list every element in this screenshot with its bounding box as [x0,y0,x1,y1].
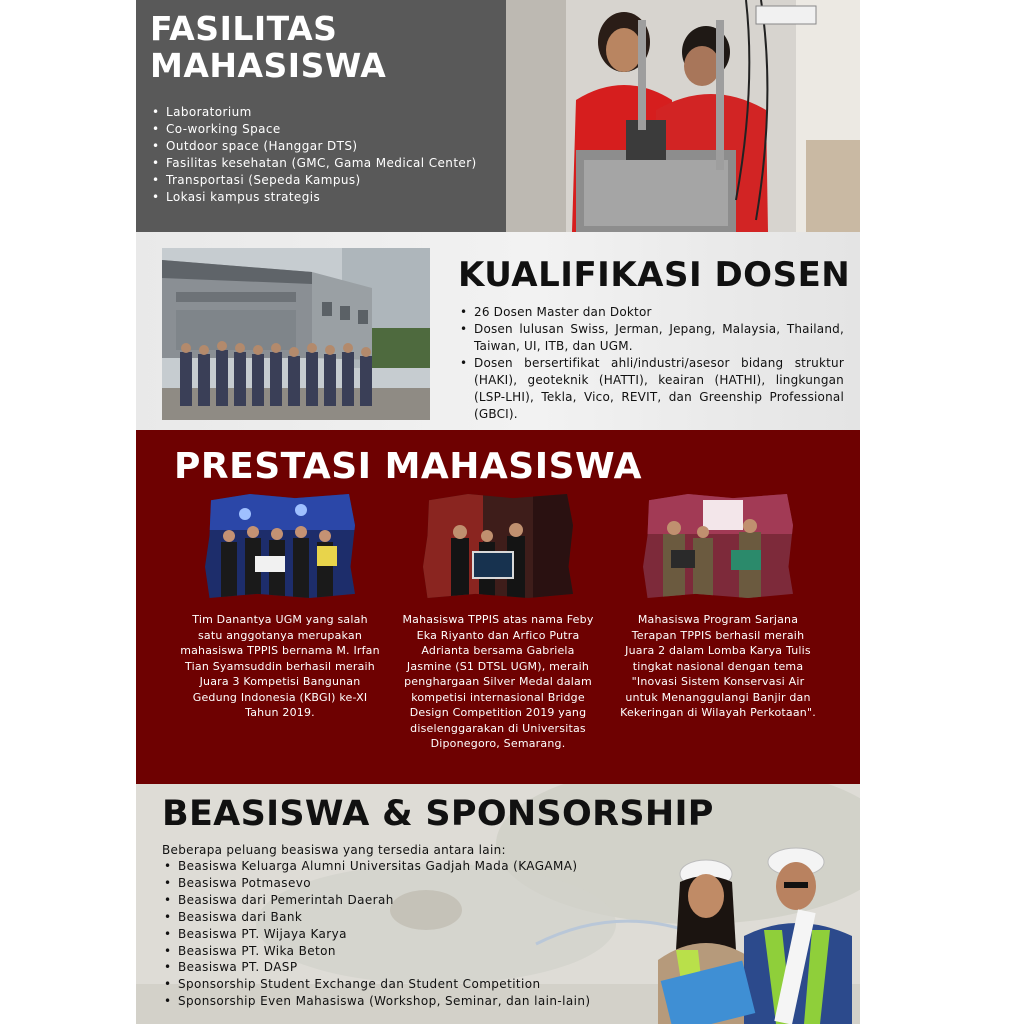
list-item: • Outdoor space (Hanggar DTS) [150,138,492,155]
achievement-card-3 [618,494,818,721]
kualifikasi-dosen-section [136,232,860,430]
achievement-text-3: Mahasiswa Program Sarjana Terapan TPPIS berhasil meraih Juara 2 dalam Lomba Karya Tulis tingkat nasional dengan tema "Inovasi Sistem Konservasi Air untuk Menanggulangi Banjir dan Kekeringan di Wilayah Perkotaan". [620,613,816,719]
achievement-photo-2 [423,494,573,598]
kualifikasi-dosen-list [458,304,844,423]
beasiswa-intro: Beberapa peluang beasiswa yang tersedia antara lain: [162,843,506,857]
list-item: • Fasilitas kesehatan (GMC, Gama Medical Center) [150,155,492,172]
list-item: • Beasiswa Keluarga Alumni Universitas Gadjah Mada (KAGAMA) [162,858,590,875]
beasiswa-title: BEASISWA & SPONSORSHIP [162,794,714,834]
fasilitas-title-line2: MAHASISWA [150,46,387,85]
students-with-helmets-photo [636,830,860,1024]
list-item: • 26 Dosen Master dan Doktor [458,304,844,321]
fasilitas-title-line1: FASILITAS [150,9,338,48]
fasilitas-list [150,104,492,206]
brochure-page [136,0,860,1024]
fasilitas-panel [136,0,506,232]
list-item: • Transportasi (Sepeda Kampus) [150,172,492,189]
lecturers-group-photo [162,248,430,420]
beasiswa-sponsorship-section [136,784,860,1024]
achievement-card-2 [398,494,598,752]
list-item: • Dosen bersertifikat ahli/industri/asesor bidang struktur (HAKI), geoteknik (HATTI), keairan (HATHI), lingkungan (LSP-LHI), Tekla, Vico, REVIT, dan Greenship Professional (GBCI). [458,355,844,423]
list-item: • Lokasi kampus strategis [150,189,492,206]
list-item: • Beasiswa PT. Wijaya Karya [162,926,590,943]
list-item: • Laboratorium [150,104,492,121]
list-item: • Dosen lulusan Swiss, Jerman, Jepang, Malaysia, Thailand, Taiwan, UI, ITB, dan UGM. [458,321,844,355]
prestasi-mahasiswa-title: PRESTASI MAHASISWA [174,446,642,487]
prestasi-mahasiswa-section [136,430,860,784]
kualifikasi-dosen-title: KUALIFIKASI DOSEN [458,255,851,295]
laboratory-photo [506,0,860,232]
list-item: • Beasiswa PT. DASP [162,959,590,976]
achievement-text-2: Mahasiswa TPPIS atas nama Feby Eka Riyanto dan Arfico Putra Adrianta bersama Gabriela Jasmine (S1 DTSL UGM), meraih penghargaan Silver Medal dalam kompetisi internasional Bridge Design Competition 2019 yang diselenggarakan di Universitas Diponegoro, Semarang. [402,613,594,750]
achievement-text-1: Tim Danantya UGM yang salah satu anggotanya merupakan mahasiswa TPPIS bernama M. Irfan Tian Syamsuddin berhasil meraih Juara 3 Kompetisi Bangunan Gedung Indonesia (KBGI) ke-XI Tahun 2019. [180,613,380,719]
list-item: • Beasiswa dari Pemerintah Daerah [162,892,590,909]
achievement-card-1 [180,494,380,721]
list-item: • Beasiswa Potmasevo [162,875,590,892]
achievement-photo-3 [643,494,793,598]
beasiswa-list [162,858,590,1010]
fasilitas-section [136,0,860,232]
list-item: • Sponsorship Student Exchange dan Student Competition [162,976,590,993]
achievement-photo-1 [205,494,355,598]
list-item: • Sponsorship Even Mahasiswa (Workshop, Seminar, dan lain-lain) [162,993,590,1010]
fasilitas-title [150,10,492,84]
list-item: • Co-working Space [150,121,492,138]
list-item: • Beasiswa dari Bank [162,909,590,926]
list-item: • Beasiswa PT. Wika Beton [162,943,590,960]
